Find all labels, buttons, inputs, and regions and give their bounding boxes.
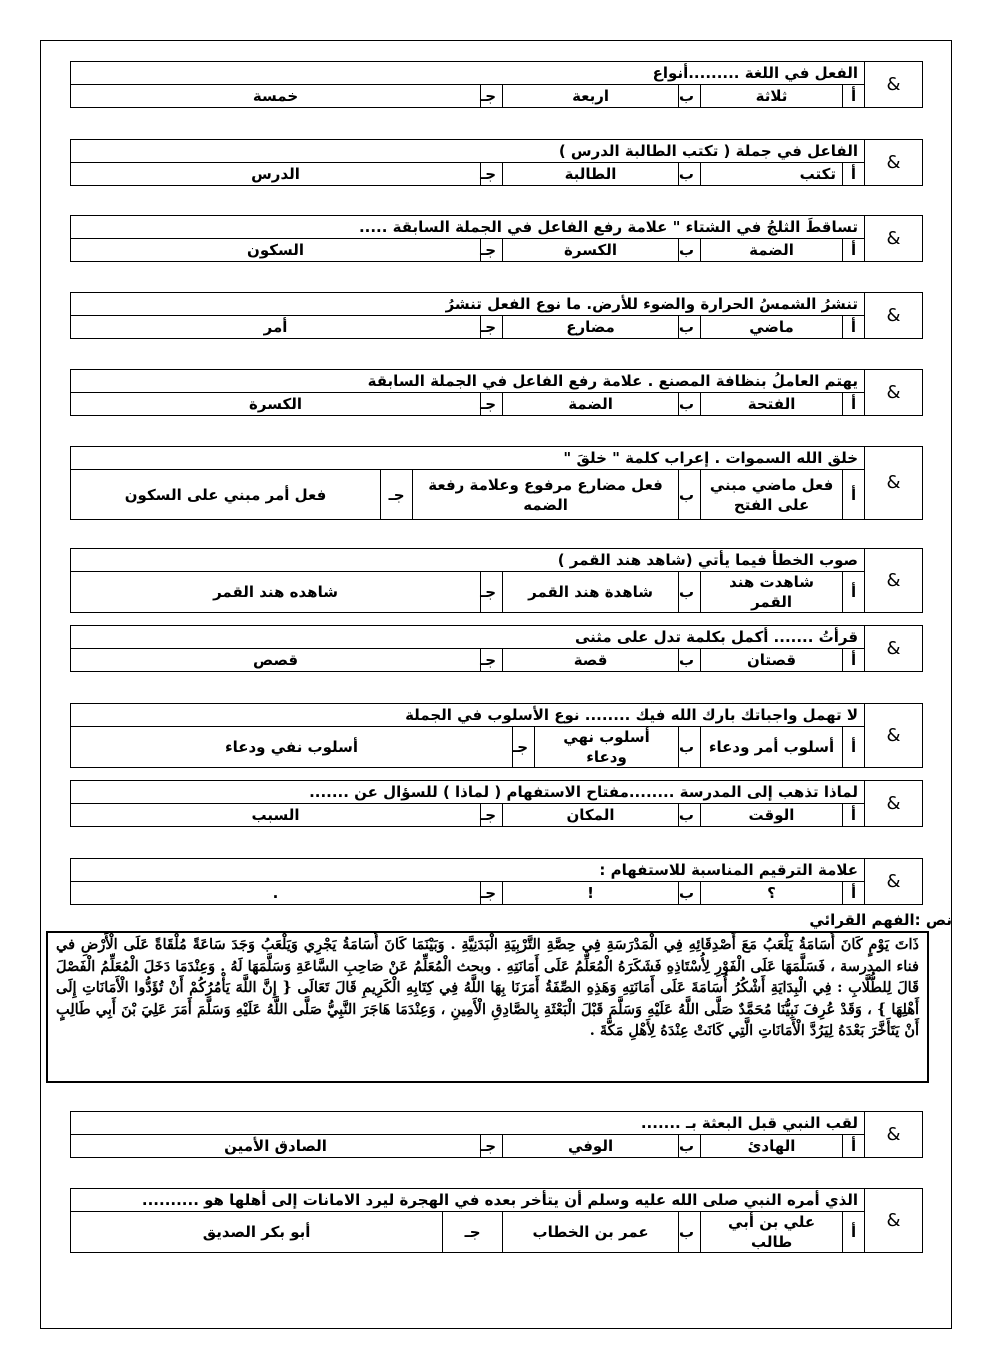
option-letter: جـ	[481, 393, 503, 416]
question-block	[70, 1111, 923, 1158]
question-text: لا تهمل واجباتك بارك الله فيك ........ نوع الأسلوب في الجملة	[71, 704, 865, 727]
question-marker: &	[865, 859, 923, 905]
answer-option[interactable]: عمر بن الخطاب	[503, 1212, 679, 1253]
question-marker: &	[865, 626, 923, 672]
answer-option[interactable]: فعل ماضي مبني على الفتح	[701, 470, 843, 520]
option-letter: جـ	[481, 239, 503, 262]
answer-option[interactable]: الصادق الأمين	[71, 1135, 481, 1158]
question-text: صوب الخطأ فيما يأتي (شاهد هند القمر )	[71, 549, 865, 572]
answer-option[interactable]: ماضي	[701, 316, 843, 339]
answer-option[interactable]: شاهدت هند القمر	[701, 572, 843, 613]
question-text: قرأتُ ....... أكمل بكلمة تدل على مثنى	[71, 626, 865, 649]
answer-option[interactable]: مضارع	[503, 316, 679, 339]
option-letter: جـ	[481, 1135, 503, 1158]
question-text: الفعل في اللغة .........أنواع	[71, 62, 865, 85]
answer-option[interactable]: الضمة	[701, 239, 843, 262]
question-marker: &	[865, 370, 923, 416]
answer-option[interactable]: فعل مضارع مرفوع وعلامة رفعة الضمه	[413, 470, 679, 520]
answer-option[interactable]: الضمة	[503, 393, 679, 416]
question-text: الفاعل في جملة ( تكتب الطالبة الدرس )	[71, 140, 865, 163]
answer-option[interactable]: أسلوب نفي ودعاء	[71, 727, 513, 768]
option-letter: جـ	[513, 727, 535, 768]
question-marker: &	[865, 781, 923, 827]
option-letter: أ	[843, 804, 865, 827]
answer-option[interactable]: شاهده هند القمر	[71, 572, 481, 613]
question-block	[70, 446, 923, 520]
answer-option[interactable]: اربعة	[503, 85, 679, 108]
option-letter: أ	[843, 1212, 865, 1253]
answer-option[interactable]: أسلوب نهي ودعاء	[535, 727, 679, 768]
option-letter: ب	[679, 393, 701, 416]
question-text: خلق الله السموات . إعراب كلمة " خلقَ "	[71, 447, 865, 470]
passage-label: نص :الفهم القرائي	[809, 911, 952, 929]
option-letter: أ	[843, 393, 865, 416]
option-letter: ب	[679, 85, 701, 108]
answer-option[interactable]: ؟	[701, 882, 843, 905]
answer-option[interactable]: قصة	[503, 649, 679, 672]
question-block	[70, 369, 923, 416]
reading-passage: ذَاتَ يَوْمٍ كَانَ أُسَامَةُ يَلْعَبُ مَعَ أَصْدِقَائِهِ فِي الْمَدْرَسَةِ فِي حِصَّةِ التَّرْبِيَةِ الْبَدَنِيَّةِ . وَبَيْنَمَا كَانَ أُسَامَةُ يَجْرِي وَيَلْعَبُ وَجَدَ سَاعَةً مُلْقَاةً عَلَى الْأَرْضِ في فناء المدرسة ، فَسَلَّمَهَا عَلَى الْفَوْرِ لِأُسْتَاذِهِ فَشَكَرَهُ الْمُعَلِّمُ عَلَى أَمَانَتِهِ . وبحث الْمُعَلِّمُ عَنْ صَاحِبِ السَّاعَةِ وَسَلَّمَهَا لَهُ . وَعِنْدَمَا دَخَلَ الْمُعَلِّمُ الْفَصْلَ قَالَ لِلطُّلَّابِ : فِي الْبِدَايَةِ أَشْكُرُ أُسَامَةَ عَلَى أَمَانَتِهِ وَهَذِهِ الصِّفَةُ أَمَرَنَا بِهَا اللَّهُ فِي كِتَابِهِ الْكَرِيمِ قَالَ تَعَالَى { إِنَّ اللَّهَ يَأْمُرُكُمْ أَنْ تُؤَدُّوا الْأَمَانَاتِ إِلَى أَهْلِهَا } ، وَقَدْ عُرِفَ نَبِيُّنَا مُحَمَّدٌ صَلَّى اللَّهُ عَلَيْهِ وَسَلَّمَ قَبْلَ الْبَعْثَةِ بِالصَّادِقِ الْأَمِينِ ، وَعِنْدَمَا هَاجَرَ النَّبِيُّ صَلَّى اللَّهُ عَلَيْهِ وَسَلَّمَ أَمَرَ عَلِيَ بْنَ أَبِي طَالِبٍ أَنْ يَتَأَخَّرَ بَعْدَهُ لِيَرُدَّ الْأَمَانَاتِ الَّتِي كَانَتْ عِنْدَهُ لِأَهْلِ مَكَّةَ .	[46, 931, 929, 1083]
answer-option[interactable]: أسلوب أمر ودعاء	[701, 727, 843, 768]
question-marker: &	[865, 549, 923, 613]
option-letter: جـ	[481, 649, 503, 672]
option-letter: ب	[679, 316, 701, 339]
answer-option[interactable]: قصص	[71, 649, 481, 672]
option-letter: أ	[843, 1135, 865, 1158]
answer-option[interactable]: الطالبة	[503, 163, 679, 186]
option-letter: ب	[679, 1212, 701, 1253]
question-block	[70, 215, 923, 262]
question-marker: &	[865, 1189, 923, 1253]
option-letter: ب	[679, 572, 701, 613]
option-letter: أ	[843, 85, 865, 108]
option-letter: أ	[843, 727, 865, 768]
option-letter: جـ	[381, 470, 413, 520]
answer-option[interactable]: الكسرة	[71, 393, 481, 416]
question-block	[70, 61, 923, 108]
option-letter: أ	[843, 239, 865, 262]
question-marker: &	[865, 216, 923, 262]
option-letter: جـ	[481, 882, 503, 905]
answer-option[interactable]: تكتب	[701, 163, 843, 186]
answer-option[interactable]: علي بن أبي طالب	[701, 1212, 843, 1253]
answer-option[interactable]: شاهدة هند القمر	[503, 572, 679, 613]
question-marker: &	[865, 1112, 923, 1158]
question-text: لقب النبي قبل البعثة بـ .......	[71, 1112, 865, 1135]
option-letter: ب	[679, 470, 701, 520]
option-letter: أ	[843, 649, 865, 672]
question-block	[70, 139, 923, 186]
question-marker: &	[865, 704, 923, 768]
question-text: لماذا تذهب إلى المدرسة ........مفتاح الاستفهام ( لماذا ) للسؤال عن .......	[71, 781, 865, 804]
question-marker: &	[865, 140, 923, 186]
option-letter: ب	[679, 882, 701, 905]
option-letter: ب	[679, 163, 701, 186]
option-letter: جـ	[443, 1212, 503, 1253]
option-letter: أ	[843, 470, 865, 520]
question-marker: &	[865, 447, 923, 520]
question-text: تنشرُ الشمسُ الحرارة والضوء للأرض. ما نوع الفعل تنشرُ	[71, 293, 865, 316]
question-block	[70, 703, 923, 768]
question-marker: &	[865, 293, 923, 339]
answer-option[interactable]: الكسرة	[503, 239, 679, 262]
answer-option[interactable]: الهادئ	[701, 1135, 843, 1158]
answer-option[interactable]: الوقت	[701, 804, 843, 827]
option-letter: ب	[679, 727, 701, 768]
answer-option[interactable]: قصتان	[701, 649, 843, 672]
question-block	[70, 292, 923, 339]
question-block	[70, 858, 923, 905]
option-letter: ب	[679, 1135, 701, 1158]
question-block	[70, 548, 923, 613]
option-letter: أ	[843, 882, 865, 905]
answer-option[interactable]: الوفي	[503, 1135, 679, 1158]
question-text: يهتم العاملُ بنظافة المصنع . علامة رفع الفاعل في الجملة السابقة	[71, 370, 865, 393]
option-letter: جـ	[481, 804, 503, 827]
answer-option[interactable]: السكون	[71, 239, 481, 262]
question-block	[70, 1188, 923, 1253]
option-letter: ب	[679, 804, 701, 827]
answer-option[interactable]: !	[503, 882, 679, 905]
option-letter: أ	[843, 163, 865, 186]
option-letter: جـ	[481, 163, 503, 186]
option-letter: جـ	[481, 85, 503, 108]
answer-option[interactable]: فعل أمر مبني على السكون	[71, 470, 381, 520]
option-letter: جـ	[481, 316, 503, 339]
answer-option[interactable]: الدرس	[71, 163, 481, 186]
option-letter: أ	[843, 572, 865, 613]
question-text: تساقطَ الثلجُ في الشتاء " علامة رفع الفاعل في الجملة السابقة .....	[71, 216, 865, 239]
answer-option[interactable]: الفتحة	[701, 393, 843, 416]
answer-option[interactable]: المكان	[503, 804, 679, 827]
answer-option[interactable]: ثلاثة	[701, 85, 843, 108]
option-letter: أ	[843, 316, 865, 339]
question-block	[70, 780, 923, 827]
question-text: الذي أمره النبي صلى الله عليه وسلم أن يتأخر بعده في الهجرة ليرد الامانات إلى أهلها هو ..........	[71, 1189, 865, 1212]
question-marker: &	[865, 62, 923, 108]
answer-option[interactable]: السبب	[71, 804, 481, 827]
question-text: علامة الترقيم المناسبة للاستفهام :	[71, 859, 865, 882]
question-block	[70, 625, 923, 672]
answer-option[interactable]: أبو بكر الصديق	[71, 1212, 443, 1253]
answer-option[interactable]: .	[71, 882, 481, 905]
option-letter: ب	[679, 239, 701, 262]
answer-option[interactable]: خمسة	[71, 85, 481, 108]
option-letter: ب	[679, 649, 701, 672]
answer-option[interactable]: أمر	[71, 316, 481, 339]
option-letter: جـ	[481, 572, 503, 613]
